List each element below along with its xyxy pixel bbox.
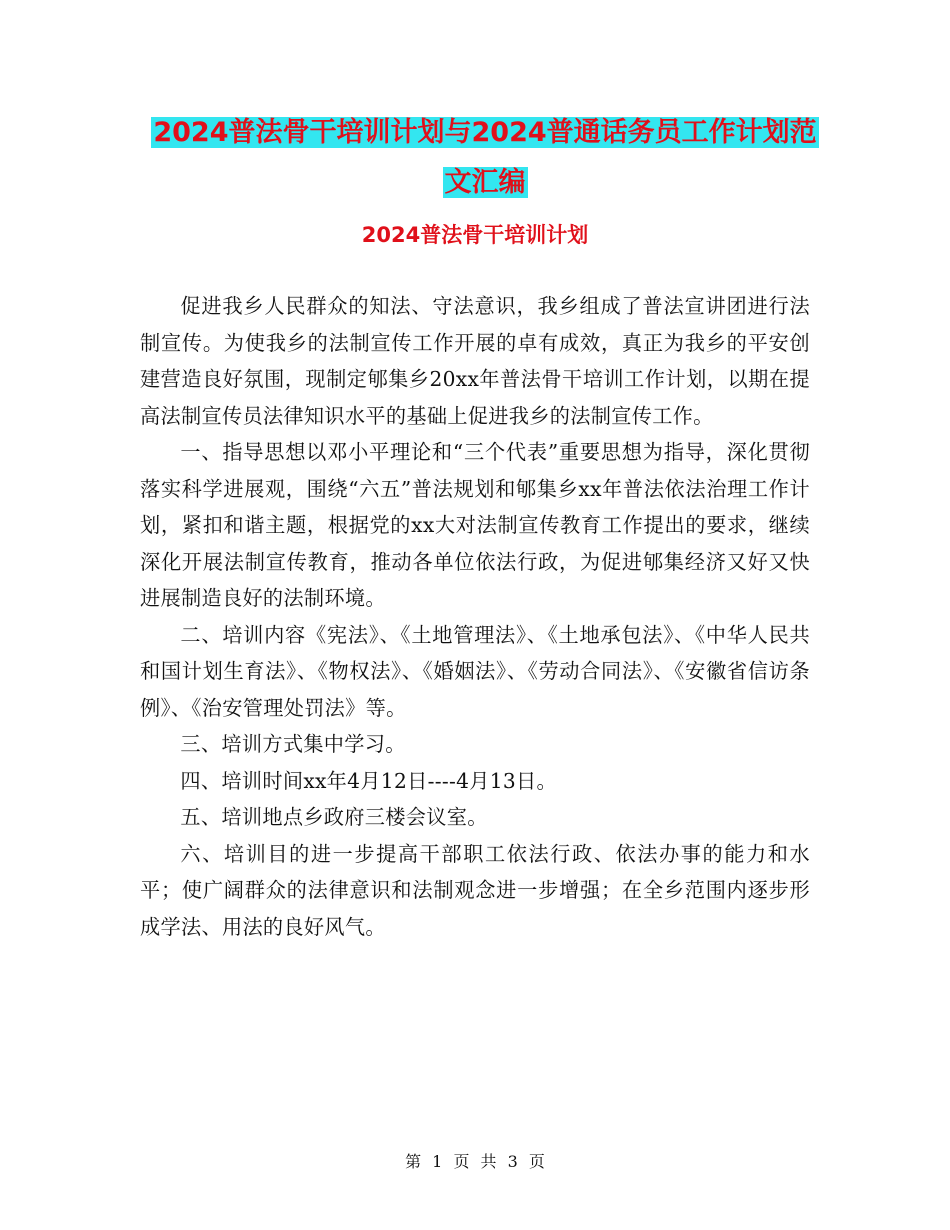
paragraph-training-method: 三、培训方式集中学习。 — [180, 732, 406, 756]
paragraph-training-purpose: 六、培训目的进一步提高干部职工依法行政、依法办事的能力和水平；使广阔群众的法律意识和法制观念进一步增强；在全乡范围内逐步形成学法、用法的良好风气。 — [140, 841, 810, 939]
section-heading: 2024普法骨干培训计划 — [361, 223, 589, 247]
document-title-line-2: 文汇编 — [444, 167, 526, 198]
paragraph-training-location: 五、培训地点乡政府三楼会议室。 — [180, 805, 488, 829]
paragraph-intro: 促进我乡人民群众的知法、守法意识，我乡组成了普法宣讲团进行法制宣传。为使我乡的法制宣传工作开展的卓有成效，真正为我乡的平安创建营造良好氛围，现制定郇集乡20xx年普法骨干培训工作计划，以期在提高法制宣传员法律知识水平的基础上促进我乡的法制宣传工作。 — [140, 294, 810, 428]
document-title — [140, 108, 830, 208]
paragraph-guiding-thought: 一、指导思想以邓小平理论和“三个代表”重要思想为指导，深化贯彻落实科学进展观，围绕“六五”普法规划和郇集乡xx年普法依法治理工作计划，紧扣和谐主题，根据党的xx大对法制宣传教育工作提出的要求，继续深化开展法制宣传教育，推动各单位依法行政，为促进郇集经济又好又快进展制造良好的法制环境。 — [140, 440, 810, 610]
paragraph-training-content: 二、培训内容《宪法》、《土地管理法》、《土地承包法》、《中华人民共和国计划生育法》、《物权法》、《婚姻法》、《劳动合同法》、《安徽省信访条例》、《治安管理处罚法》等。 — [140, 622, 810, 720]
paragraph-training-time: 四、培训时间xx年4月12日----4月13日。 — [180, 768, 557, 793]
document-title-line-1: 2024普法骨干培训计划与2024普通话务员工作计划范 — [153, 117, 817, 148]
document-body — [140, 288, 810, 945]
page-footer: 第 1 页 共 3 页 — [405, 1152, 545, 1171]
